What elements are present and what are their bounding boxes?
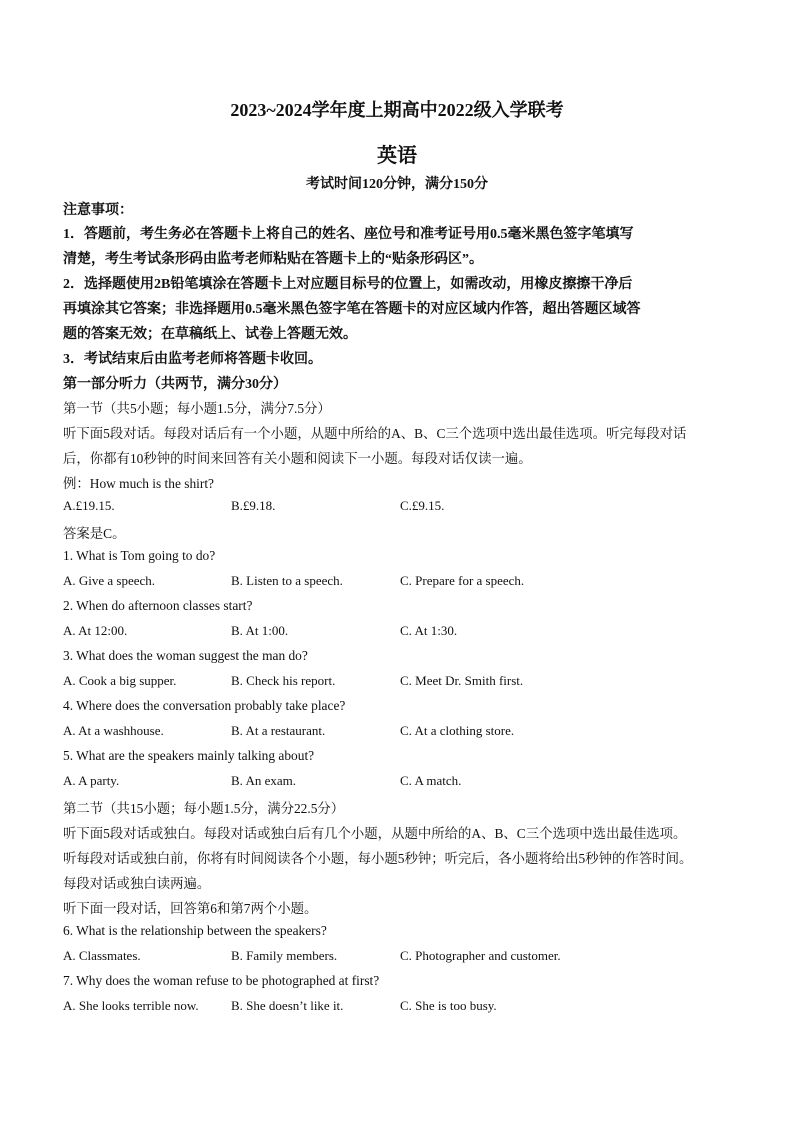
section2-heading: 第二节（共15小题；每小题1.5分，满分22.5分） (63, 801, 345, 816)
q4-option-a: A. At a washhouse. (63, 723, 164, 738)
q1-option-a: A. Give a speech. (63, 573, 156, 588)
notes-heading: 注意事项： (63, 203, 133, 218)
q7-option-a: A. She looks terrible now. (63, 998, 199, 1013)
q4-option-c: C. At a clothing store. (400, 723, 515, 738)
exam-info: 考试时间120分钟，满分150分 (306, 177, 488, 192)
part1-heading: 第一部分听力（共两节，满分30分） (63, 377, 287, 392)
q6-option-c: C. Photographer and customer. (400, 948, 561, 963)
q5-option-b: B. An exam. (231, 773, 296, 788)
example-question: 例：How much is the shirt? (63, 476, 214, 491)
section1-heading: 第一节（共5小题；每小题1.5分，满分7.5分） (63, 401, 331, 416)
notes-line: 再填涂其它答案；非选择题用0.5毫米黑色签字笔在答题卡的对应区域内作答，超出答题区域答 (63, 302, 641, 317)
section1-instruction: 后，你都有10秒钟的时间来回答有关小题和阅读下一小题。每段对话仅读一遍。 (63, 451, 532, 466)
q3-option-c: C. Meet Dr. Smith first. (400, 673, 524, 688)
q1-option-c: C. Prepare for a speech. (400, 573, 525, 588)
notes-line: 题的答案无效；在草稿纸上、试卷上答题无效。 (63, 327, 357, 342)
question-7: 7. Why does the woman refuse to be photographed at first? (63, 973, 380, 988)
q5-option-a: A. A party. (63, 773, 120, 788)
section2-instruction: 听每段对话或独白前，你将有时间阅读各个小题，每小题5秒钟；听完后，各小题将给出5秒钟的作答时间。 (63, 851, 693, 866)
group-intro: 听下面一段对话，回答第6和第7两个小题。 (63, 901, 318, 916)
question-4: 4. Where does the conversation probably take place? (63, 698, 346, 713)
subject-title: 英语 (377, 145, 417, 167)
section1-instruction: 听下面5段对话。每段对话后有一个小题，从题中所给的A、B、C三个选项中选出最佳选项。听完每段对话 (63, 426, 687, 441)
question-6: 6. What is the relationship between the speakers? (63, 923, 327, 938)
q2-option-a: A. At 12:00. (63, 623, 128, 638)
question-3: 3. What does the woman suggest the man do? (63, 648, 308, 663)
notes-line: 3．考试结束后由监考老师将答题卡收回。 (63, 352, 322, 367)
q6-option-b: B. Family members. (231, 948, 338, 963)
question-1: 1. What is Tom going to do? (63, 548, 216, 563)
question-2: 2. When do afternoon classes start? (63, 598, 253, 613)
q7-option-c: C. She is too busy. (400, 998, 497, 1013)
example-option-b: B.£9.18. (231, 498, 276, 513)
section2-instruction: 每段对话或独白读两遍。 (63, 876, 211, 891)
q3-option-b: B. Check his report. (231, 673, 336, 688)
question-5: 5. What are the speakers mainly talking about? (63, 748, 315, 763)
q1-option-b: B. Listen to a speech. (231, 573, 343, 588)
section2-instruction: 听下面5段对话或独白。每段对话或独白后有几个小题，从题中所给的A、B、C三个选项中选出最佳选项。 (63, 826, 687, 841)
q3-option-a: A. Cook a big supper. (63, 673, 177, 688)
example-answer: 答案是C。 (63, 526, 126, 541)
q6-option-a: A. Classmates. (63, 948, 141, 963)
q5-option-c: C. A match. (400, 773, 462, 788)
example-option-a: A.£19.15. (63, 498, 115, 513)
notes-line: 1．答题前，考生务必在答题卡上将自己的姓名、座位号和准考证号用0.5毫米黑色签字笔填写 (63, 227, 634, 242)
q4-option-b: B. At a restaurant. (231, 723, 326, 738)
q7-option-b: B. She doesn’t like it. (231, 998, 344, 1013)
notes-line: 清楚，考生考试条形码由监考老师粘贴在答题卡上的“贴条形码区”。 (63, 252, 483, 267)
q2-option-b: B. At 1:00. (231, 623, 289, 638)
q2-option-c: C. At 1:30. (400, 623, 458, 638)
example-option-c: C.£9.15. (400, 498, 445, 513)
notes-line: 2．选择题使用2B铅笔填涂在答题卡上对应题目标号的位置上，如需改动，用橡皮擦擦干净后 (63, 277, 633, 292)
exam-title: 2023~2024学年度上期高中2022级入学联考 (230, 100, 564, 120)
